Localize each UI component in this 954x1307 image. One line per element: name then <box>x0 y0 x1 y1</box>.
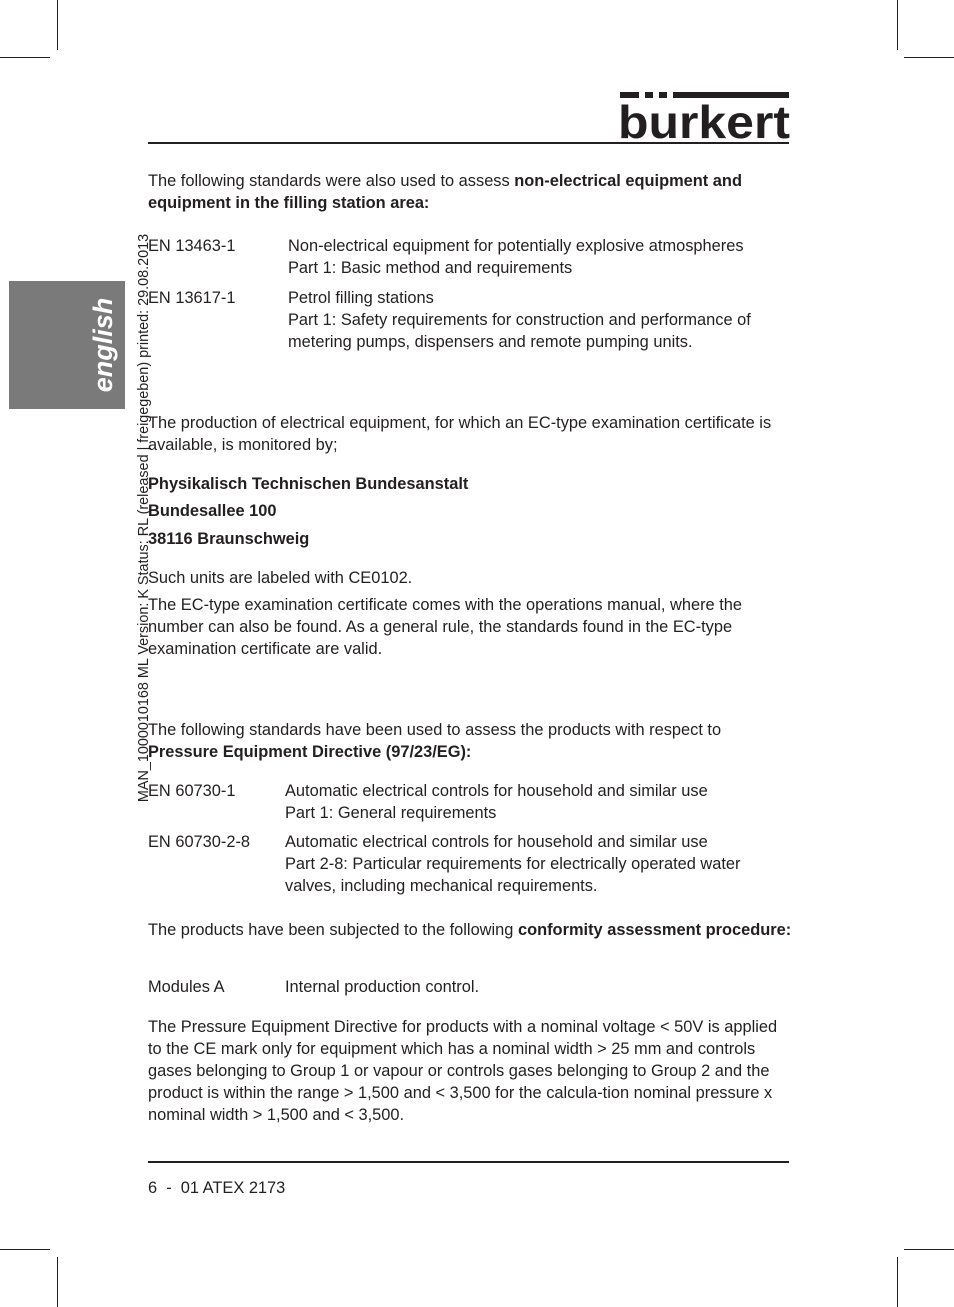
standard-description <box>285 780 790 824</box>
standard-code: EN 60730-1 <box>148 782 236 800</box>
page-footer: 6 - 01 ATEX 2173 <box>148 1179 286 1197</box>
conformity-bold: conformity assessment procedure: <box>517 921 792 939</box>
labeled-text: Such units are labeled with CE0102. <box>148 569 413 587</box>
address-line: 38116 Braunschweig <box>148 530 310 548</box>
intro-bold: Pressure Equipment Directive (97/23/EG): <box>148 743 472 761</box>
crop-mark <box>0 1249 50 1250</box>
crop-mark <box>57 1257 58 1307</box>
modules-text: Internal production control. <box>285 978 480 996</box>
conformity-paragraph <box>148 919 793 941</box>
crop-mark <box>0 57 50 58</box>
crop-mark <box>57 0 58 50</box>
standard-code: EN 13617-1 <box>148 289 236 307</box>
address-line: Bundesallee 100 <box>148 502 277 520</box>
production-paragraph: The production of electrical equipment, for which an EC-type examination certificate is available, is monitored by; <box>148 414 772 454</box>
intro-lead: The following standards were also used to assess <box>148 172 515 190</box>
intro-pressure <box>148 719 793 763</box>
address-line: Physikalisch Technischen Bundesanstalt <box>148 475 469 493</box>
svg-text:burkert: burkert <box>618 96 790 140</box>
standard-line: Petrol filling stations <box>288 289 434 307</box>
crop-mark <box>904 57 954 58</box>
intro-lead: The following standards have been used to assess the products with respect to <box>148 721 722 739</box>
directive-paragraph: The Pressure Equipment Directive for products with a nominal voltage < 50V is applied to the CE mark only for equipment which has a nominal width > 25 mm and controls gases belonging to Group 1 or vapour or controls gases belonging to Group 2 and the product is within the range > 1,500 and < 3,500 for the calcula-tion nominal pressure x nominal width > 1,500 and < 3,500. <box>148 1018 778 1124</box>
standard-description <box>285 831 790 897</box>
modules-code: Modules A <box>148 978 225 996</box>
standard-line: Part 1: General requirements <box>285 804 497 822</box>
standard-line: Automatic electrical controls for household and similar use <box>285 833 708 851</box>
certificate-paragraph: The EC-type examination certificate comes with the operations manual, where the number can also be found. As a general rule, the standards found in the EC-type examination certificate are valid. <box>148 596 743 658</box>
standard-line: Part 2-8: Particular requirements for electrically operated water valves, including mechanical requirements. <box>285 855 741 895</box>
conformity-lead: The products have been subjected to the following <box>148 921 518 939</box>
crop-mark <box>897 1257 898 1307</box>
standard-line: Part 1: Safety requirements for construction and performance of metering pumps, dispensers and remote pumping units. <box>288 311 751 351</box>
standard-line: Automatic electrical controls for household and similar use <box>285 782 708 800</box>
standard-code: EN 60730-2-8 <box>148 833 251 851</box>
intro-bold: non-electrical equipment and equipment in the filling station area: <box>148 172 742 212</box>
standard-line: Non-electrical equipment for potentially explosive atmospheres <box>288 237 744 255</box>
intro-non-electrical <box>148 170 793 214</box>
standard-code: EN 13463-1 <box>148 237 236 255</box>
crop-mark <box>904 1249 954 1250</box>
crop-mark <box>897 0 898 50</box>
standard-description <box>288 287 793 353</box>
language-tab-label: english <box>88 297 118 393</box>
footer-rule <box>148 1161 789 1163</box>
header-rule <box>148 142 789 144</box>
burkert-logo <box>618 92 790 140</box>
standard-description <box>288 235 793 279</box>
standard-line: Part 1: Basic method and requirements <box>288 259 573 277</box>
document-status-meta: MAN_1000010168 ML Version: K Status: RL (released | freigegeben) printed: 29.08.2013 <box>136 233 152 803</box>
